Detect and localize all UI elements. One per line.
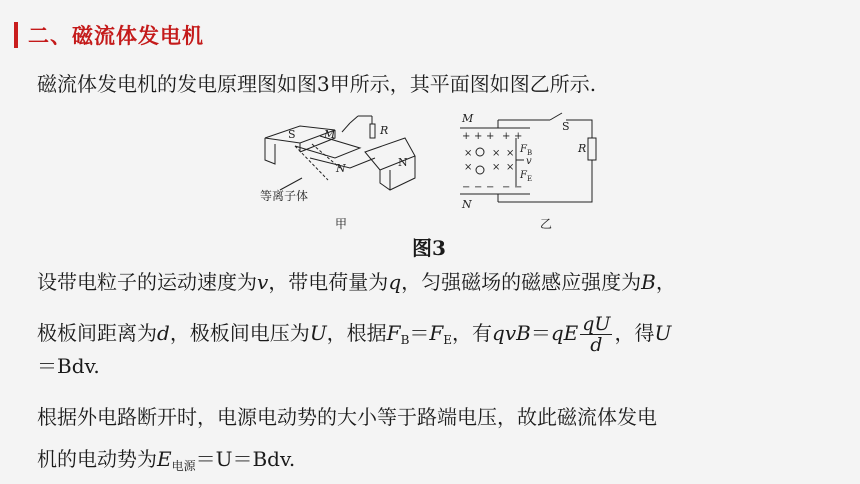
svg-text:×: ×: [506, 162, 515, 173]
svg-text:E: E: [527, 175, 533, 183]
body-line-2: 极板间距离为d，极板间电压为U，根据$F_B=F_E$，有qvB＝qE $\frac{qU}{d}$ ，得U: [37, 313, 672, 356]
label-S: S: [288, 128, 296, 141]
label-FB: F: [520, 144, 527, 155]
label-v: v: [526, 156, 532, 167]
section-title: 二、磁流体发电机: [28, 24, 204, 48]
svg-text:×: ×: [492, 148, 501, 159]
plasma-label: 等离子体: [260, 189, 309, 203]
label-M-left: M: [324, 128, 336, 141]
svg-text:−: −: [514, 182, 523, 193]
label-N-right: N: [462, 198, 472, 211]
svg-text:×: ×: [464, 148, 473, 159]
svg-text:+: +: [514, 131, 523, 142]
plan-view-diagram: [460, 112, 596, 231]
label-M-right: M: [462, 112, 474, 125]
svg-text:+: +: [502, 131, 511, 142]
section-heading: [14, 20, 204, 50]
heading-accent-bar: [14, 22, 18, 48]
svg-text:−: −: [462, 182, 471, 193]
label-jia: 甲: [335, 217, 348, 231]
svg-text:×: ×: [506, 148, 515, 159]
svg-text:+: +: [462, 131, 471, 142]
svg-text:+: +: [474, 131, 483, 142]
figure-caption: 图3: [412, 236, 446, 260]
body-line-4: 根据外电路断开时，电源电动势的大小等于路端电压，故此磁流体发电: [37, 405, 657, 429]
label-N-left: N: [398, 156, 408, 169]
body-line-3: ＝Bdv.: [37, 354, 100, 378]
svg-text:−: −: [474, 182, 483, 193]
svg-text:×: ×: [492, 162, 501, 173]
svg-text:+: +: [486, 131, 495, 142]
svg-text:B: B: [527, 149, 533, 157]
body-line-1: 设带电粒子的运动速度为v，带电荷量为q，匀强磁场的磁感应强度为B，: [37, 270, 676, 294]
label-R-right: R: [578, 142, 587, 155]
body-line-5: 机的电动势为$E_{电源}=U=Bdv$.: [37, 447, 296, 473]
svg-text:×: ×: [464, 162, 473, 173]
svg-text:−: −: [486, 182, 495, 193]
label-yi: 乙: [540, 217, 553, 231]
svg-text:−: −: [502, 182, 511, 193]
label-N-small: N: [336, 162, 346, 175]
device-3d-diagram: [260, 116, 415, 231]
label-R-left: R: [380, 124, 389, 137]
intro-paragraph: 磁流体发电机的发电原理图如图3甲所示，其平面图如图乙所示.: [37, 72, 597, 96]
mhd-generator-figure: [240, 108, 620, 238]
label-FE: F: [520, 170, 527, 181]
fraction-qU-over-d: $\frac{qU}{d}$: [582, 313, 611, 356]
label-S-right: S: [562, 120, 570, 133]
